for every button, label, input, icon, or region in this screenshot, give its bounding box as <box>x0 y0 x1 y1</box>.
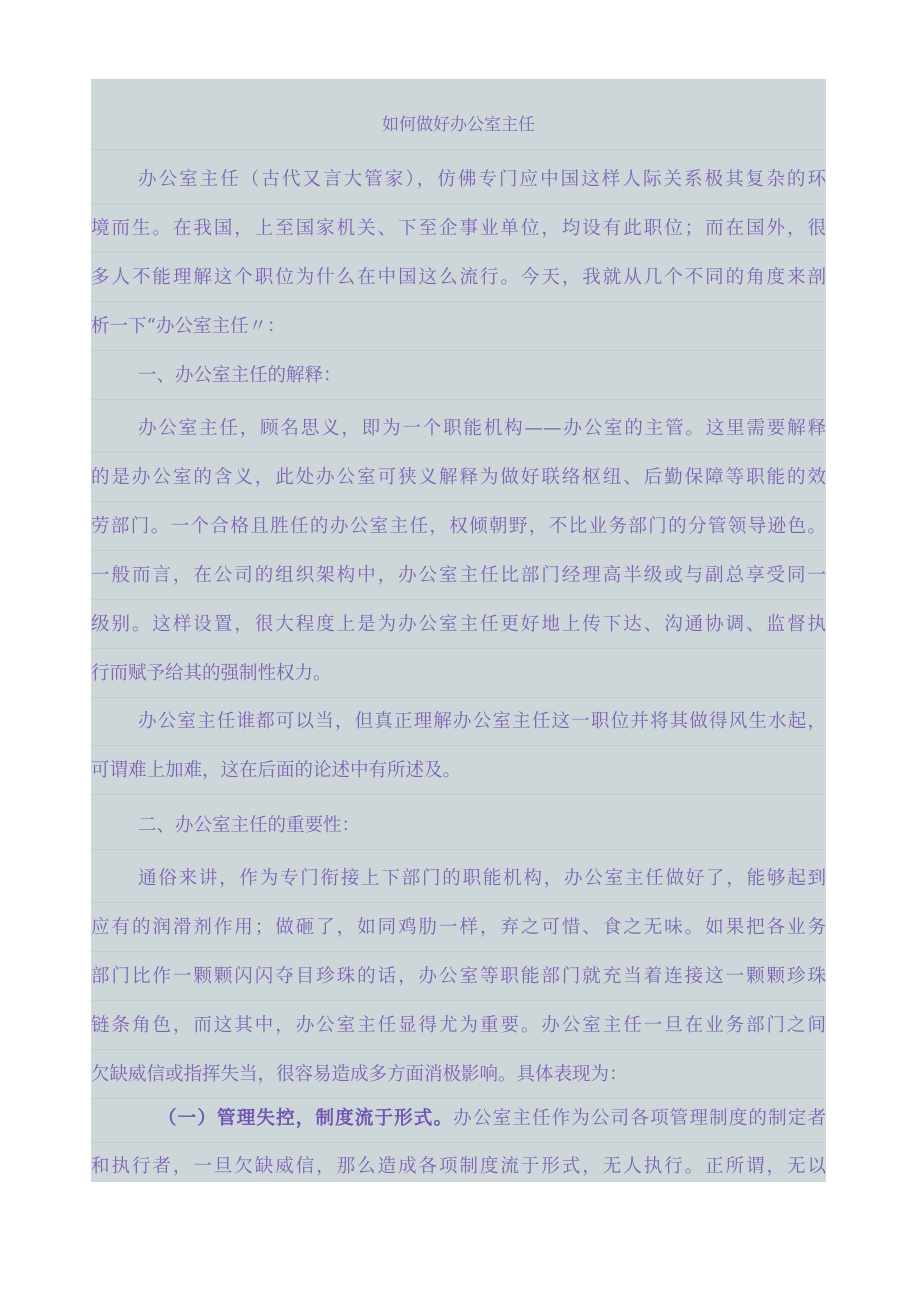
paragraph-line: 行而赋予给其的强制性权力。 <box>91 649 826 698</box>
paragraph-line: 境而生。在我国，上至国家机关、下至企事业单位，均设有此职位；而在国外，很 <box>91 204 826 253</box>
paragraph-line: 的是办公室的含义，此处办公室可狭义解释为做好联络枢纽、后勤保障等职能的效 <box>91 453 826 502</box>
section-heading: 二、办公室主任的重要性： <box>91 801 826 850</box>
item-text: 办公室主任作为公司各项管理制度的制定者 <box>453 1108 826 1129</box>
paragraph-line: 劳部门。一个合格且胜任的办公室主任，权倾朝野，不比业务部门的分管领导逊色。 <box>91 502 826 551</box>
paragraph-line: 通俗来讲，作为专门衔接上下部门的职能机构，办公室主任做好了，能够起到 <box>91 854 826 903</box>
paragraph-line: 和执行者，一旦欠缺威信，那么造成各项制度流于形式，无人执行。正所谓，无以 <box>91 1142 826 1182</box>
document-title: 如何做好办公室主任 <box>91 101 826 150</box>
paragraph-line: 办公室主任，顾名思义，即为一个职能机构——办公室的主管。这里需要解释 <box>91 404 826 453</box>
paragraph-line: 一般而言，在公司的组织架构中，办公室主任比部门经理高半级或与副总享受同一 <box>91 551 826 600</box>
paragraph-line: 欠缺威信或指挥失当，很容易造成多方面消极影响。具体表现为： <box>91 1050 826 1099</box>
paragraph-line: 析一下“办公室主任〃： <box>91 302 826 351</box>
document-page <box>91 79 826 1182</box>
paragraph-line: 办公室主任谁都可以当，但真正理解办公室主任这一职位并将其做得风生水起， <box>91 697 826 746</box>
paragraph-line: 可谓难上加难，这在后面的论述中有所述及。 <box>91 746 826 795</box>
paragraph-line <box>91 1094 826 1143</box>
paragraph-line: 多人不能理解这个职位为什么在中国这么流行。今天，我就从几个不同的角度来剖 <box>91 253 826 302</box>
paragraph-line: 应有的润滑剂作用；做砸了，如同鸡肋一样，弃之可惜、食之无味。如果把各业务 <box>91 903 826 952</box>
paragraph-line: 级别。这样设置，很大程度上是为办公室主任更好地上传下达、沟通协调、监督执 <box>91 600 826 649</box>
section-heading: 一、办公室主任的解释： <box>91 351 826 400</box>
paragraph-line: 部门比作一颗颗闪闪夺目珍珠的话，办公室等职能部门就充当着连接这一颗颗珍珠 <box>91 952 826 1001</box>
item-heading: （一）管理失控，制度流于形式。 <box>158 1108 454 1129</box>
paragraph-line: 链条角色，而这其中，办公室主任显得尤为重要。办公室主任一旦在业务部门之间 <box>91 1001 826 1050</box>
paragraph-line: 办公室主任（古代又言大管家），仿佛专门应中国这样人际关系极其复杂的环 <box>91 155 826 204</box>
